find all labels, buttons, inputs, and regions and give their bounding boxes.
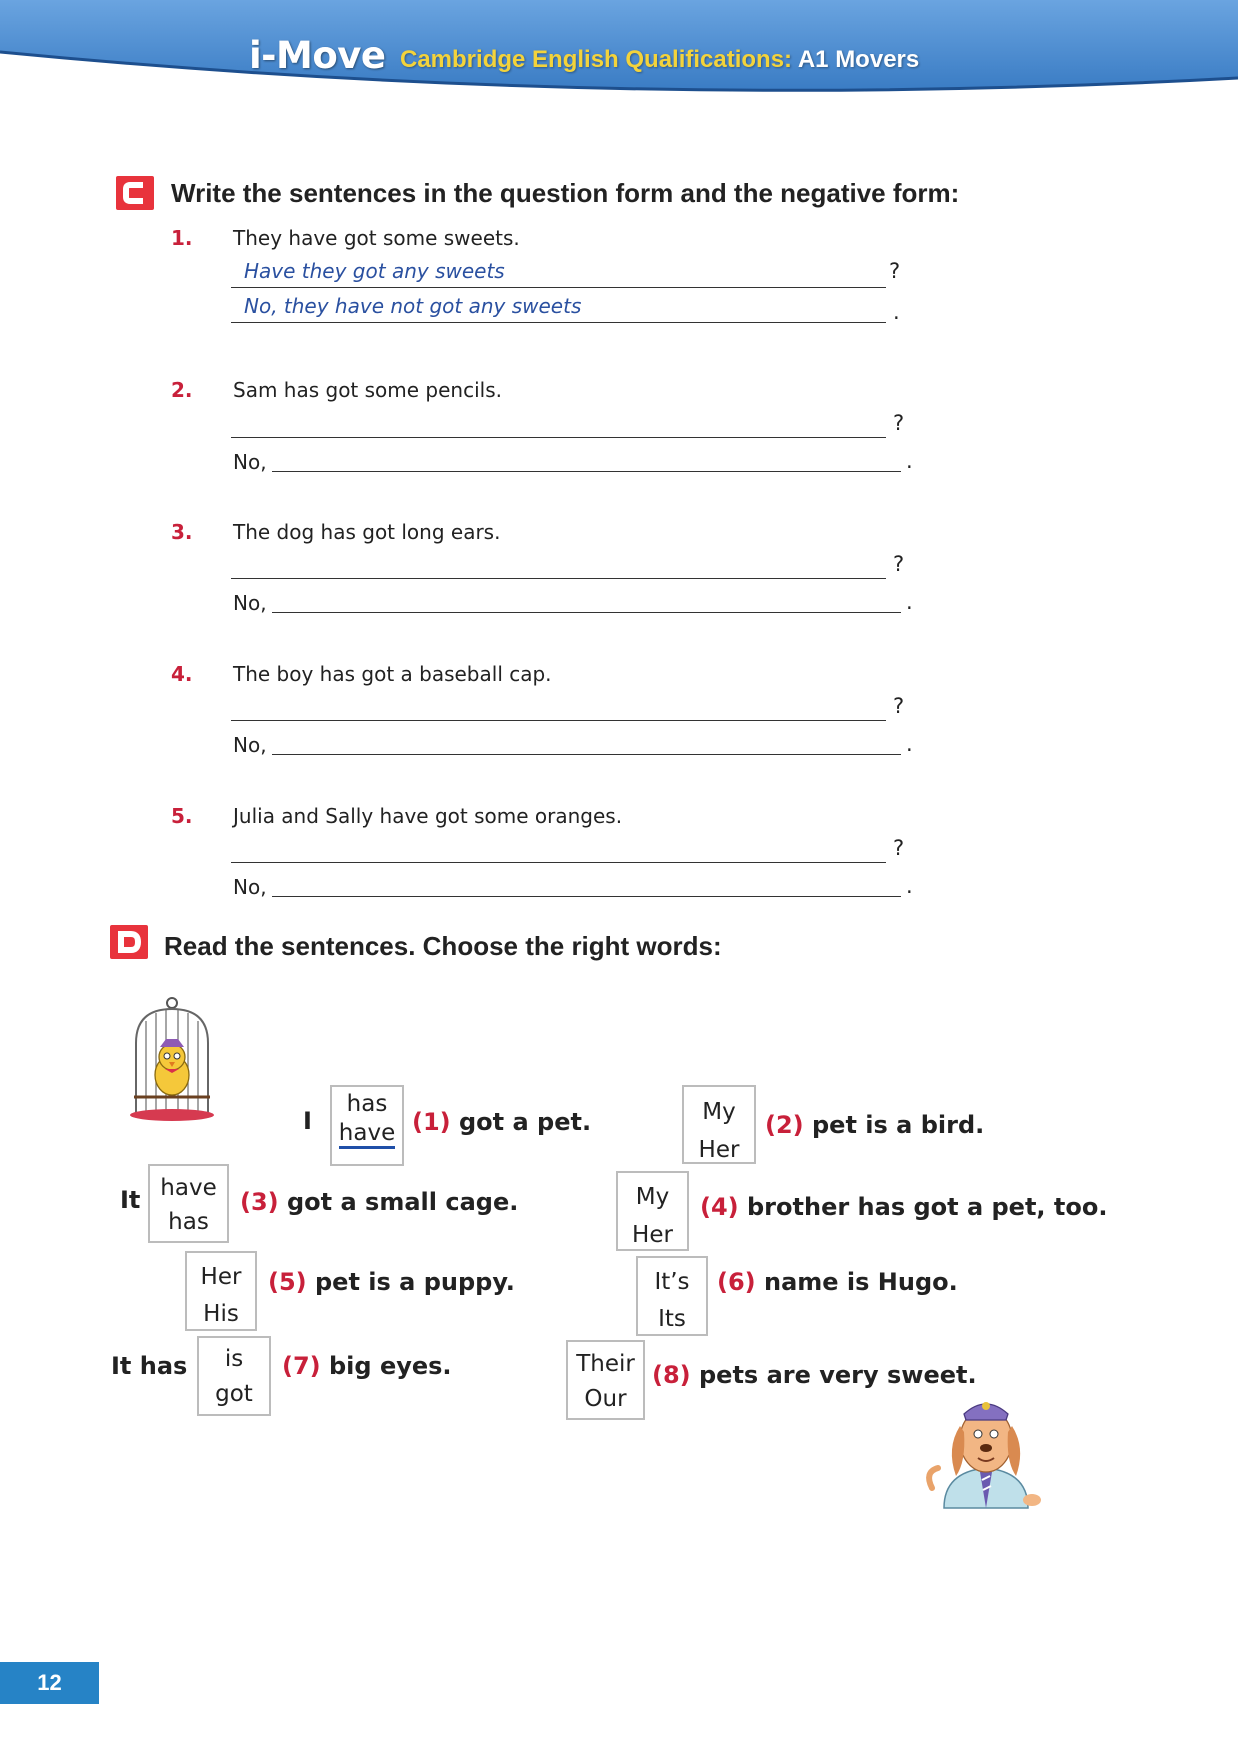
blank-number: (4) (700, 1193, 739, 1221)
sentence-2 (765, 1111, 984, 1139)
sentence-6 (717, 1268, 958, 1296)
item-number: 2. (171, 378, 193, 402)
question-line[interactable] (231, 720, 886, 721)
question-line[interactable] (231, 437, 886, 438)
period: . (893, 300, 900, 324)
period: . (906, 874, 913, 898)
prefix-text: It (120, 1186, 141, 1214)
sentence-rest: got a small cage. (287, 1188, 519, 1216)
sentence-rest: pet is a bird. (812, 1111, 985, 1139)
item-sentence: The boy has got a baseball cap. (233, 662, 552, 686)
item-sentence: Julia and Sally have got some oranges. (233, 804, 623, 828)
option-my[interactable]: My (635, 1184, 670, 1210)
question-mark: ? (893, 836, 905, 860)
word-choice-box[interactable] (197, 1336, 271, 1416)
section-d-title: Read the sentences. Choose the right words: (164, 931, 722, 961)
word-choice-box[interactable] (330, 1085, 404, 1166)
sentence-rest: big eyes. (329, 1352, 452, 1380)
subtitle-qualifications: Cambridge English Qualifications: (400, 46, 793, 73)
question-mark: ? (893, 694, 905, 718)
question-mark: ? (889, 259, 901, 283)
negative-answer: No, they have not got any sweets (244, 294, 582, 318)
option-has[interactable]: has (346, 1091, 388, 1117)
blank-number: (5) (268, 1268, 307, 1296)
sentence-4 (700, 1193, 1107, 1221)
option-got[interactable]: got (215, 1381, 253, 1407)
page-number: 12 (0, 1662, 99, 1704)
sentence-rest: pet is a puppy. (315, 1268, 515, 1296)
option-her[interactable]: Her (632, 1222, 673, 1248)
negative-prefix: No, (233, 450, 267, 474)
sentence-3 (240, 1188, 518, 1216)
option-its[interactable]: Its (658, 1306, 686, 1332)
header-subtitle (400, 46, 919, 74)
option-have[interactable]: have (160, 1175, 217, 1201)
blank-number: (2) (765, 1111, 804, 1139)
subtitle-level: A1 Movers (797, 46, 920, 73)
period: . (906, 590, 913, 614)
item-number: 1. (171, 226, 193, 250)
period: . (906, 732, 913, 756)
item-number: 3. (171, 520, 193, 544)
question-mark: ? (893, 411, 905, 435)
brand-title: i-Move (249, 34, 386, 77)
question-mark: ? (893, 552, 905, 576)
sentence-8 (652, 1361, 977, 1389)
word-choice-box[interactable] (616, 1171, 689, 1251)
word-choice-box[interactable] (148, 1164, 229, 1243)
word-choice-box[interactable] (636, 1256, 708, 1336)
word-choice-box[interactable] (566, 1340, 645, 1420)
word-choice-box[interactable] (682, 1085, 756, 1164)
period: . (906, 449, 913, 473)
option-her[interactable]: Her (200, 1264, 242, 1290)
bird-cage-icon (128, 995, 216, 1127)
sentence-rest: pets are very sweet. (699, 1361, 977, 1389)
section-c-title: Write the sentences in the question form and the negative form: (171, 178, 960, 208)
option-is[interactable]: is (224, 1346, 244, 1372)
sentence-rest: brother has got a pet, too. (747, 1193, 1108, 1221)
blank-number: (3) (240, 1188, 279, 1216)
option-my[interactable]: My (702, 1099, 736, 1125)
prefix-text: It has (111, 1352, 188, 1380)
word-choice-box[interactable] (185, 1251, 257, 1331)
sentence-rest: got a pet. (459, 1108, 592, 1136)
item-number: 4. (171, 662, 193, 686)
option-have-selected[interactable]: have (339, 1120, 395, 1149)
question-line[interactable] (231, 862, 886, 863)
sentence-rest: name is Hugo. (764, 1268, 958, 1296)
option-her[interactable]: Her (698, 1137, 740, 1163)
sentence-7 (282, 1352, 452, 1380)
question-line[interactable] (231, 287, 886, 288)
blank-number: (7) (282, 1352, 321, 1380)
question-answer: Have they got any sweets (244, 259, 505, 283)
question-line[interactable] (231, 578, 886, 579)
negative-line[interactable] (272, 754, 901, 755)
option-their[interactable]: Their (576, 1351, 635, 1377)
negative-prefix: No, (233, 875, 267, 899)
dog-with-cap-icon (922, 1392, 1050, 1510)
option-has[interactable]: has (168, 1209, 209, 1235)
item-sentence: The dog has got long ears. (233, 520, 501, 544)
sentence-5 (268, 1268, 515, 1296)
item-number: 5. (171, 804, 193, 828)
negative-line[interactable] (272, 612, 901, 613)
blank-number: (8) (652, 1361, 691, 1389)
blank-number: (6) (717, 1268, 756, 1296)
section-c-icon (116, 176, 154, 210)
prefix-text: I (303, 1107, 312, 1135)
negative-prefix: No, (233, 591, 267, 615)
blank-number: (1) (412, 1108, 451, 1136)
section-d-icon (110, 925, 148, 959)
sentence-1 (412, 1108, 591, 1136)
item-sentence: They have got some sweets. (233, 226, 520, 250)
negative-line[interactable] (272, 896, 901, 897)
option-its-contraction[interactable]: It’s (654, 1269, 690, 1295)
negative-prefix: No, (233, 733, 267, 757)
negative-line[interactable] (231, 322, 886, 323)
option-our[interactable]: Our (584, 1386, 627, 1412)
negative-line[interactable] (272, 471, 901, 472)
option-his[interactable]: His (203, 1301, 239, 1327)
item-sentence: Sam has got some pencils. (233, 378, 502, 402)
